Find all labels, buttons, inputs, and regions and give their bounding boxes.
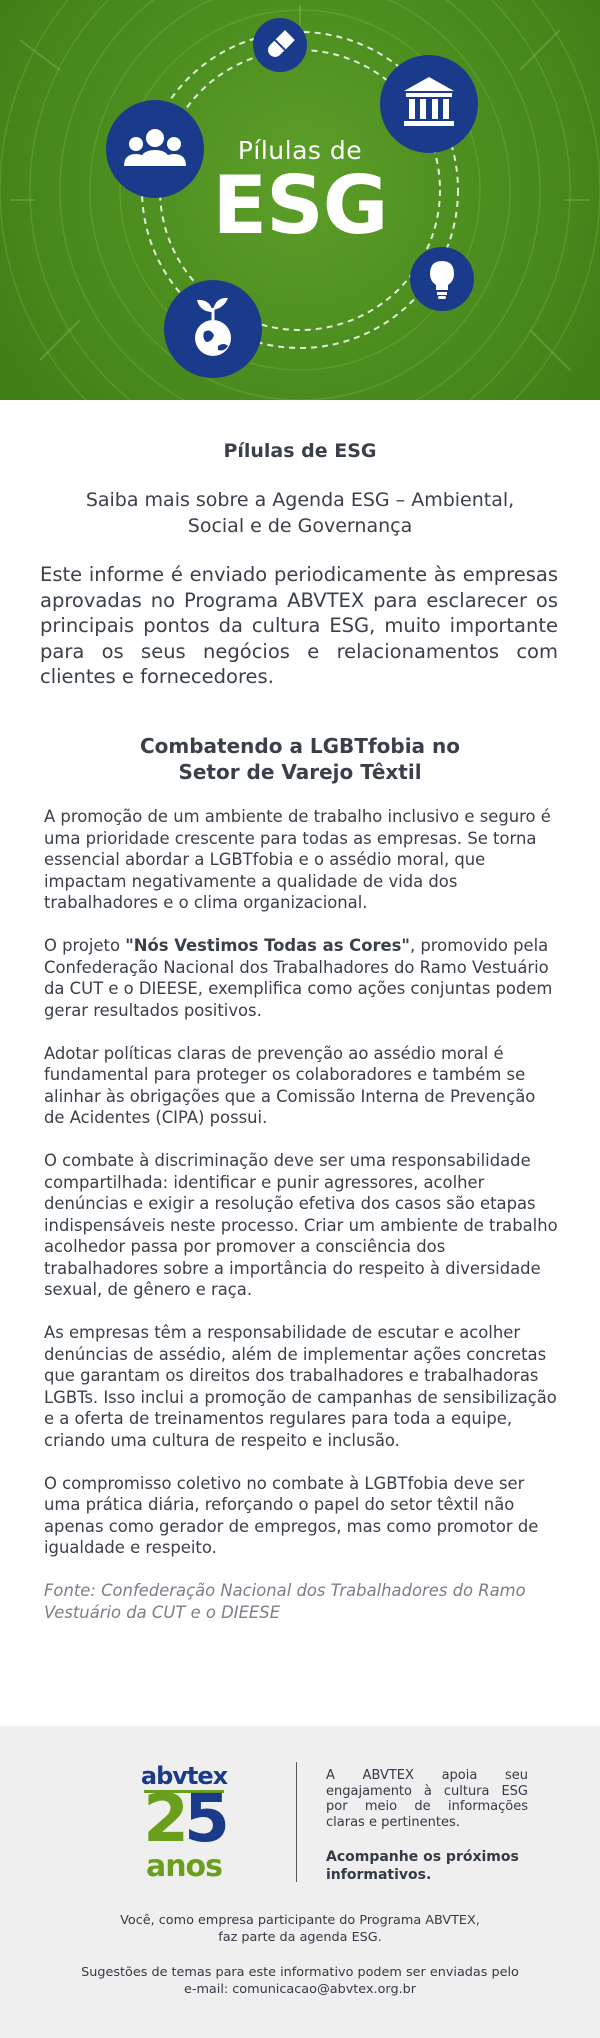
- footer-suggestions: [60, 1964, 540, 1998]
- article-paragraph: O combate à discriminação deve ser uma responsabilidade compartilhada: identificar e punir agressores, acolher denúncias e exigir a resolução efetiva dos casos são etapas indispensáveis neste processo. Criar um ambiente de trabalho acolhedor passa por promover a consciência dos trabalhadores sobre a importância do respeito à diversidade sexual, de gênero e raça.: [44, 1151, 558, 1299]
- lightbulb-icon: [410, 247, 474, 311]
- logo-anos: anos: [145, 1849, 223, 1884]
- pill-icon: [253, 18, 307, 72]
- article-paragraph: O compromisso coletivo no combate à LGBTfobia deve ser uma prática diária, reforçando o papel do setor têxtil não apenas como gerador de empregos, mas como promotor de igualdade e respeito.: [44, 1473, 539, 1557]
- footer-note-line1: Você, como empresa participante do Programa ABVTEX,: [120, 1913, 480, 1928]
- logo-number: [140, 1780, 228, 1857]
- footer-note: [60, 1912, 540, 1946]
- intro-body: Este informe é enviado periodicamente às empresas aprovadas no Programa ABVTEX para esclarecer os principais pontos da cultura ESG, muito importante para os seus negócios e relacionamentos com clientes e fornecedores.: [40, 563, 558, 688]
- article-paragraph: [44, 935, 558, 1021]
- intro-title: Pílulas de ESG: [223, 440, 377, 462]
- hero-title-small: Pílulas de: [237, 136, 363, 165]
- footer-suggestions-line1: Sugestões de temas para este informativo podem ser enviadas pelo: [81, 1965, 519, 1980]
- article-paragraph: As empresas têm a responsabilidade de escutar e acolher denúncias de assédio, além de implementar ações concretas que garantam os direitos dos trabalhadores e trabalhadoras LGBTs. Isso inclui a promoção de campanhas de sensibilização e a oferta de treinamentos regulares para toda a equipe, criando uma cultura de respeito e inclusão.: [44, 1323, 557, 1450]
- people-icon: [106, 100, 204, 198]
- article-paragraph: Adotar políticas claras de prevenção ao assédio moral é fundamental para proteger os colaboradores e também se alinhar às obrigações que a Comissão Interna de Prevenção de Acidentes (CIPA) possui.: [44, 1043, 536, 1127]
- footer-support-text: A ABVTEX apoia seu engajamento à cultura ESG por meio de informações claras e pertinentes.: [326, 1768, 528, 1830]
- bank-icon: [380, 55, 478, 153]
- hero-banner: [0, 0, 600, 400]
- article-source: Fonte: Confederação Nacional dos Trabalhadores do Ramo Vestuário da CUT e o DIEESE: [44, 1581, 526, 1622]
- hero-title-big: ESG: [212, 159, 388, 252]
- project-prefix: O projeto: [44, 936, 126, 955]
- project-name: "Nós Vestimos Todas as Cores": [125, 936, 410, 955]
- article-title-line1: Combatendo a LGBTfobia no: [139, 734, 460, 758]
- earth-plant-icon: [164, 280, 262, 378]
- logo-digit-2: 2: [143, 1780, 184, 1857]
- footer: [0, 1726, 600, 2038]
- project-description: , promovido pela Confederação Nacional dos Trabalhadores do Ramo Vestuário da CUT e o DIEESE, exemplifica como ações conjuntas podem gerar resultados positivos.: [44, 936, 553, 1020]
- abvtex-25-anos-logo: [140, 1762, 228, 1887]
- article-title-line2: Setor de Varejo Têxtil: [178, 760, 422, 784]
- logo-digit-5: 5: [184, 1780, 225, 1857]
- footer-follow-text: Acompanhe os próximos informativos.: [326, 1849, 519, 1883]
- intro-subtitle: Saiba mais sobre a Agenda ESG – Ambiental, Social e de Governança: [85, 489, 515, 537]
- logo-text: abvtex: [140, 1762, 228, 1790]
- footer-suggestions-line2: e-mail: comunicacao@abvtex.org.br: [183, 1982, 417, 1997]
- article-paragraph: A promoção de um ambiente de trabalho inclusivo e seguro é uma prioridade crescente para todas as empresas. Se torna essencial abordar a LGBTfobia e o assédio moral, que impactam negativamente a qualidade de vida dos trabalhadores e o clima organizacional.: [44, 807, 551, 912]
- footer-divider: [296, 1762, 297, 1882]
- footer-note-line2: faz parte da agenda ESG.: [218, 1930, 382, 1945]
- article-body: [44, 806, 558, 1645]
- article-title: [60, 733, 540, 785]
